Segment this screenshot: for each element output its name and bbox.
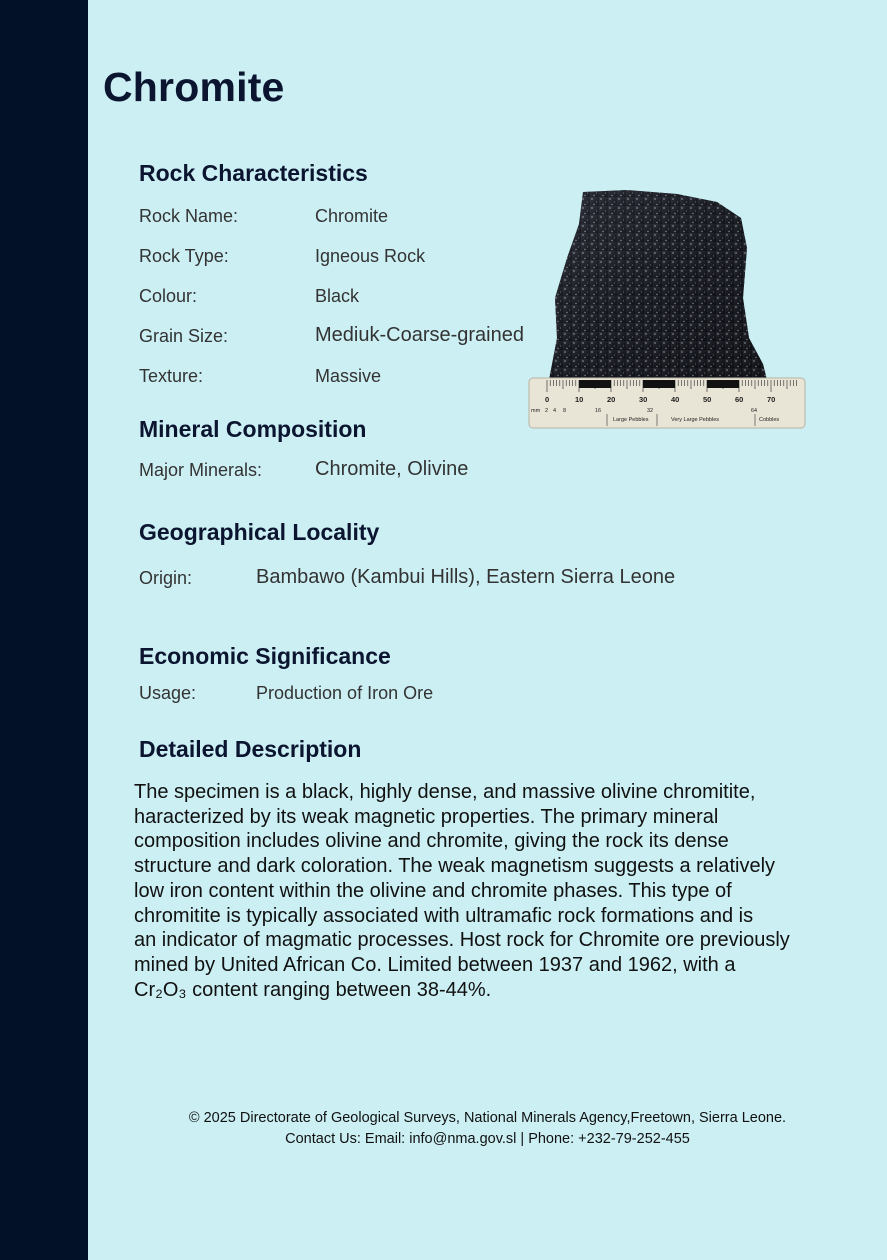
rock-specimen — [549, 190, 767, 380]
texture-value: Massive — [315, 366, 382, 386]
description-line: mined by United African Co. Limited between 1937 and 1962, with a — [134, 953, 736, 976]
rock-type-label: Rock Type: — [139, 246, 229, 266]
ruler-class-cobbles: Cobbles — [759, 417, 780, 423]
ruler-class-very-large-pebbles: Very Large Pebbles — [671, 417, 720, 423]
economic-significance-heading: Economic Significance — [139, 643, 391, 669]
description-paragraph — [134, 780, 844, 1002]
ruler-number-0: 0 — [545, 395, 550, 404]
ruler-scale-64: 64 — [751, 408, 758, 414]
rock-name-label: Rock Name: — [139, 206, 239, 226]
major-minerals-value: Chromite, Olivine — [315, 458, 469, 480]
colour-label: Colour: — [139, 286, 198, 306]
description-line: haracterized by its weak magnetic properties. The primary mineral — [134, 805, 719, 828]
footer-contact: Contact Us: Email: info@nma.gov.sl | Phone: +232-79-252-455 — [285, 1131, 690, 1147]
page-title: Chromite — [103, 64, 285, 110]
mineral-composition-heading: Mineral Composition — [139, 416, 367, 442]
ruler-scale-8: 8 — [563, 408, 567, 414]
sidebar-stripe — [0, 0, 88, 1260]
ruler-number-50: 50 — [703, 395, 712, 404]
rock-type-value: Igneous Rock — [315, 246, 426, 266]
description-line: Cr₂O₃ content ranging between 38-44%. — [134, 978, 492, 1001]
description-line: The specimen is a black, highly dense, and massive olivine chromitite, — [134, 781, 756, 803]
ruler-scale-32: 32 — [647, 408, 654, 414]
ruler-scale-16: 16 — [595, 408, 602, 414]
ruler-number-30: 30 — [639, 395, 648, 404]
ruler-number-60: 60 — [735, 395, 744, 404]
footer — [88, 1108, 887, 1150]
specimen-photo — [527, 188, 809, 430]
ruler-number-10: 10 — [575, 395, 584, 404]
ruler-scale-2: 2 — [545, 408, 549, 414]
geographical-locality-heading: Geographical Locality — [139, 519, 380, 545]
description-line: low iron content within the olivine and chromite phases. This type of — [134, 879, 732, 902]
usage-value: Production of Iron Ore — [256, 683, 434, 703]
description-line: structure and dark coloration. The weak magnetism suggests a relatively — [134, 855, 776, 878]
detailed-description-heading: Detailed Description — [139, 736, 362, 762]
origin-value: Bambawo (Kambui Hills), Eastern Sierra Leone — [256, 566, 676, 588]
ruler-scale-4: 4 — [553, 408, 557, 414]
major-minerals-label: Major Minerals: — [139, 460, 263, 480]
scale-ruler — [529, 378, 805, 428]
ruler-number-20: 20 — [607, 395, 616, 404]
description-line: an indicator of magmatic processes. Host rock for Chromite ore previously — [134, 929, 790, 952]
ruler-class-large-pebbles: Large Pebbles — [613, 417, 649, 423]
description-line: composition includes olivine and chromite, giving the rock its dense — [134, 830, 729, 853]
rock-name-value: Chromite — [315, 206, 389, 226]
description-line: chromitite is typically associated with ultramafic rock formations and is — [134, 904, 754, 927]
ruler-number-40: 40 — [671, 395, 680, 404]
usage-label: Usage: — [139, 683, 197, 703]
footer-copyright: © 2025 Directorate of Geological Surveys, National Minerals Agency,Freetown, Sierra Leone. — [188, 1110, 787, 1126]
ruler-number-70: 70 — [767, 395, 776, 404]
texture-label: Texture: — [139, 366, 204, 386]
grain-size-label: Grain Size: — [139, 326, 229, 346]
ruler-scale-mm: mm — [531, 408, 541, 414]
grain-size-value: Mediuk-Coarse-grained — [315, 324, 524, 346]
colour-value: Black — [315, 286, 360, 306]
origin-label: Origin: — [139, 568, 193, 588]
rock-characteristics-heading: Rock Characteristics — [139, 160, 368, 186]
